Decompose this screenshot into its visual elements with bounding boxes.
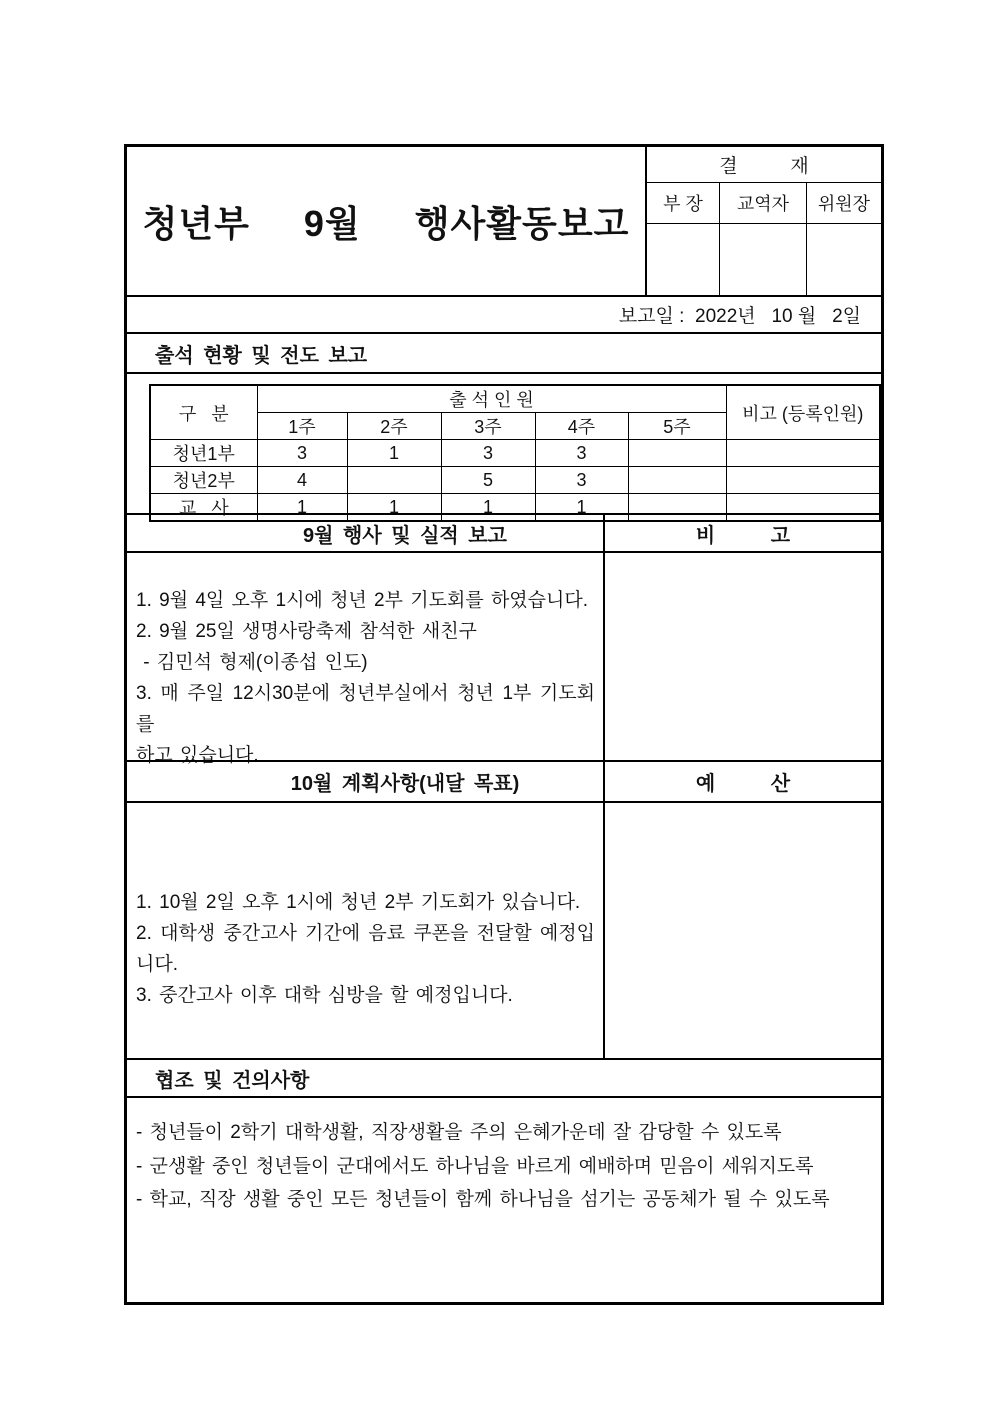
cell-value: 1: [347, 494, 441, 522]
approval-col-department-head: 부 장: [647, 183, 720, 223]
approval-signature-row: [647, 224, 881, 295]
col-header-week4: 4주: [535, 413, 628, 440]
approval-sign-cell: [720, 224, 807, 295]
cooperation-line: - 청년들이 2학기 대학생활, 직장생활을 주의 은혜가운데 잘 감당할 수 있도록: [136, 1122, 782, 1143]
report-document: [124, 144, 884, 1305]
report-line: 1. 9월 4일 오후 1시에 청년 2부 기도회를 하였습니다.: [136, 590, 588, 611]
cell-value: [628, 440, 726, 467]
table-row: [150, 440, 880, 467]
cell-value: 3: [535, 467, 628, 494]
approval-header: 결 재: [647, 147, 881, 183]
cell-value: 3: [257, 440, 347, 467]
col-header-category: 구 분: [150, 385, 257, 440]
cell-note: [726, 467, 880, 494]
row-label: 청년2부: [150, 467, 257, 494]
col-header-week2: 2주: [347, 413, 441, 440]
approval-table: [645, 147, 881, 295]
plan-line: 2. 대학생 중간고사 기간에 음료 쿠폰을 전달할 예정입니다.: [136, 923, 595, 975]
september-note-cell: [605, 553, 881, 760]
october-section-body: [127, 803, 881, 1058]
attendance-section-heading: 출석 현황 및 전도 보고: [127, 332, 881, 374]
report-date: 보고일 : 2022년 10 월 2일: [127, 295, 881, 332]
september-section-body: [127, 553, 881, 766]
september-report-text: [127, 553, 605, 766]
cell-value: [347, 467, 441, 494]
row-label: 교 사: [150, 494, 257, 522]
september-note-title: 비 고: [695, 524, 791, 547]
cell-value: 3: [535, 440, 628, 467]
approval-columns: [647, 183, 881, 224]
cell-value: 1: [347, 440, 441, 467]
october-section-header: [127, 760, 881, 803]
report-line: 2. 9월 25일 생명사랑축제 참석한 새친구: [136, 621, 477, 642]
row-label: 청년1부: [150, 440, 257, 467]
approval-sign-cell: [807, 224, 881, 295]
col-header-note: 비고 (등록인원): [726, 385, 880, 440]
cell-value: 1: [257, 494, 347, 522]
cooperation-line: - 학교, 직장 생활 중인 모든 청년들이 함께 하나님을 섬기는 공동체가 될 수 있도록: [136, 1189, 830, 1210]
col-header-week1: 1주: [257, 413, 347, 440]
cell-value: 3: [441, 440, 535, 467]
title-cell: [127, 147, 645, 295]
cooperation-line: - 군생활 중인 청년들이 군대에서도 하나님을 바르게 예배하며 믿음이 세워지도록: [136, 1155, 814, 1177]
cooperation-section-heading: 협조 및 건의사항: [127, 1058, 881, 1098]
approval-col-chairman: 위원장: [817, 194, 871, 214]
cell-value: 5: [441, 467, 535, 494]
table-row: [150, 467, 880, 494]
approval-col-minister: 교역자: [720, 183, 807, 223]
plan-line: 3. 중간고사 이후 대학 심방을 할 예정입니다.: [136, 985, 513, 1006]
report-line: 3. 매 주일 12시30분에 청년부실에서 청년 1부 기도회를: [136, 683, 595, 735]
header-band: [127, 147, 881, 295]
cell-value: 1: [441, 494, 535, 522]
cell-note: [726, 440, 880, 467]
page-title: 청년부 9월 행사활동보고: [142, 202, 630, 244]
cell-value: [628, 467, 726, 494]
plan-line: 1. 10월 2일 오후 1시에 청년 2부 기도회가 있습니다.: [136, 892, 581, 913]
attendance-table: [149, 384, 881, 522]
september-section-header: [127, 513, 881, 553]
report-line: - 김민석 형제(이종섭 인도): [136, 652, 368, 673]
september-section-title: 9월 행사 및 실적 보고: [127, 515, 605, 551]
attendance-table-area: [127, 374, 881, 518]
october-plan-text: [127, 803, 605, 1058]
cooperation-section-body: [127, 1098, 881, 1302]
col-header-week5: 5주: [628, 413, 726, 440]
october-budget-cell: [605, 803, 881, 1058]
report-line: 하고 있습니다.: [136, 745, 259, 766]
cell-value: 4: [257, 467, 347, 494]
col-header-week3: 3주: [441, 413, 535, 440]
approval-sign-cell: [647, 224, 720, 295]
october-section-title: 10월 계획사항(내달 목표): [127, 762, 605, 801]
cell-value: 1: [535, 494, 628, 522]
october-budget-title: 예 산: [695, 773, 791, 795]
col-header-attendance: 출 석 인 원: [257, 385, 726, 413]
